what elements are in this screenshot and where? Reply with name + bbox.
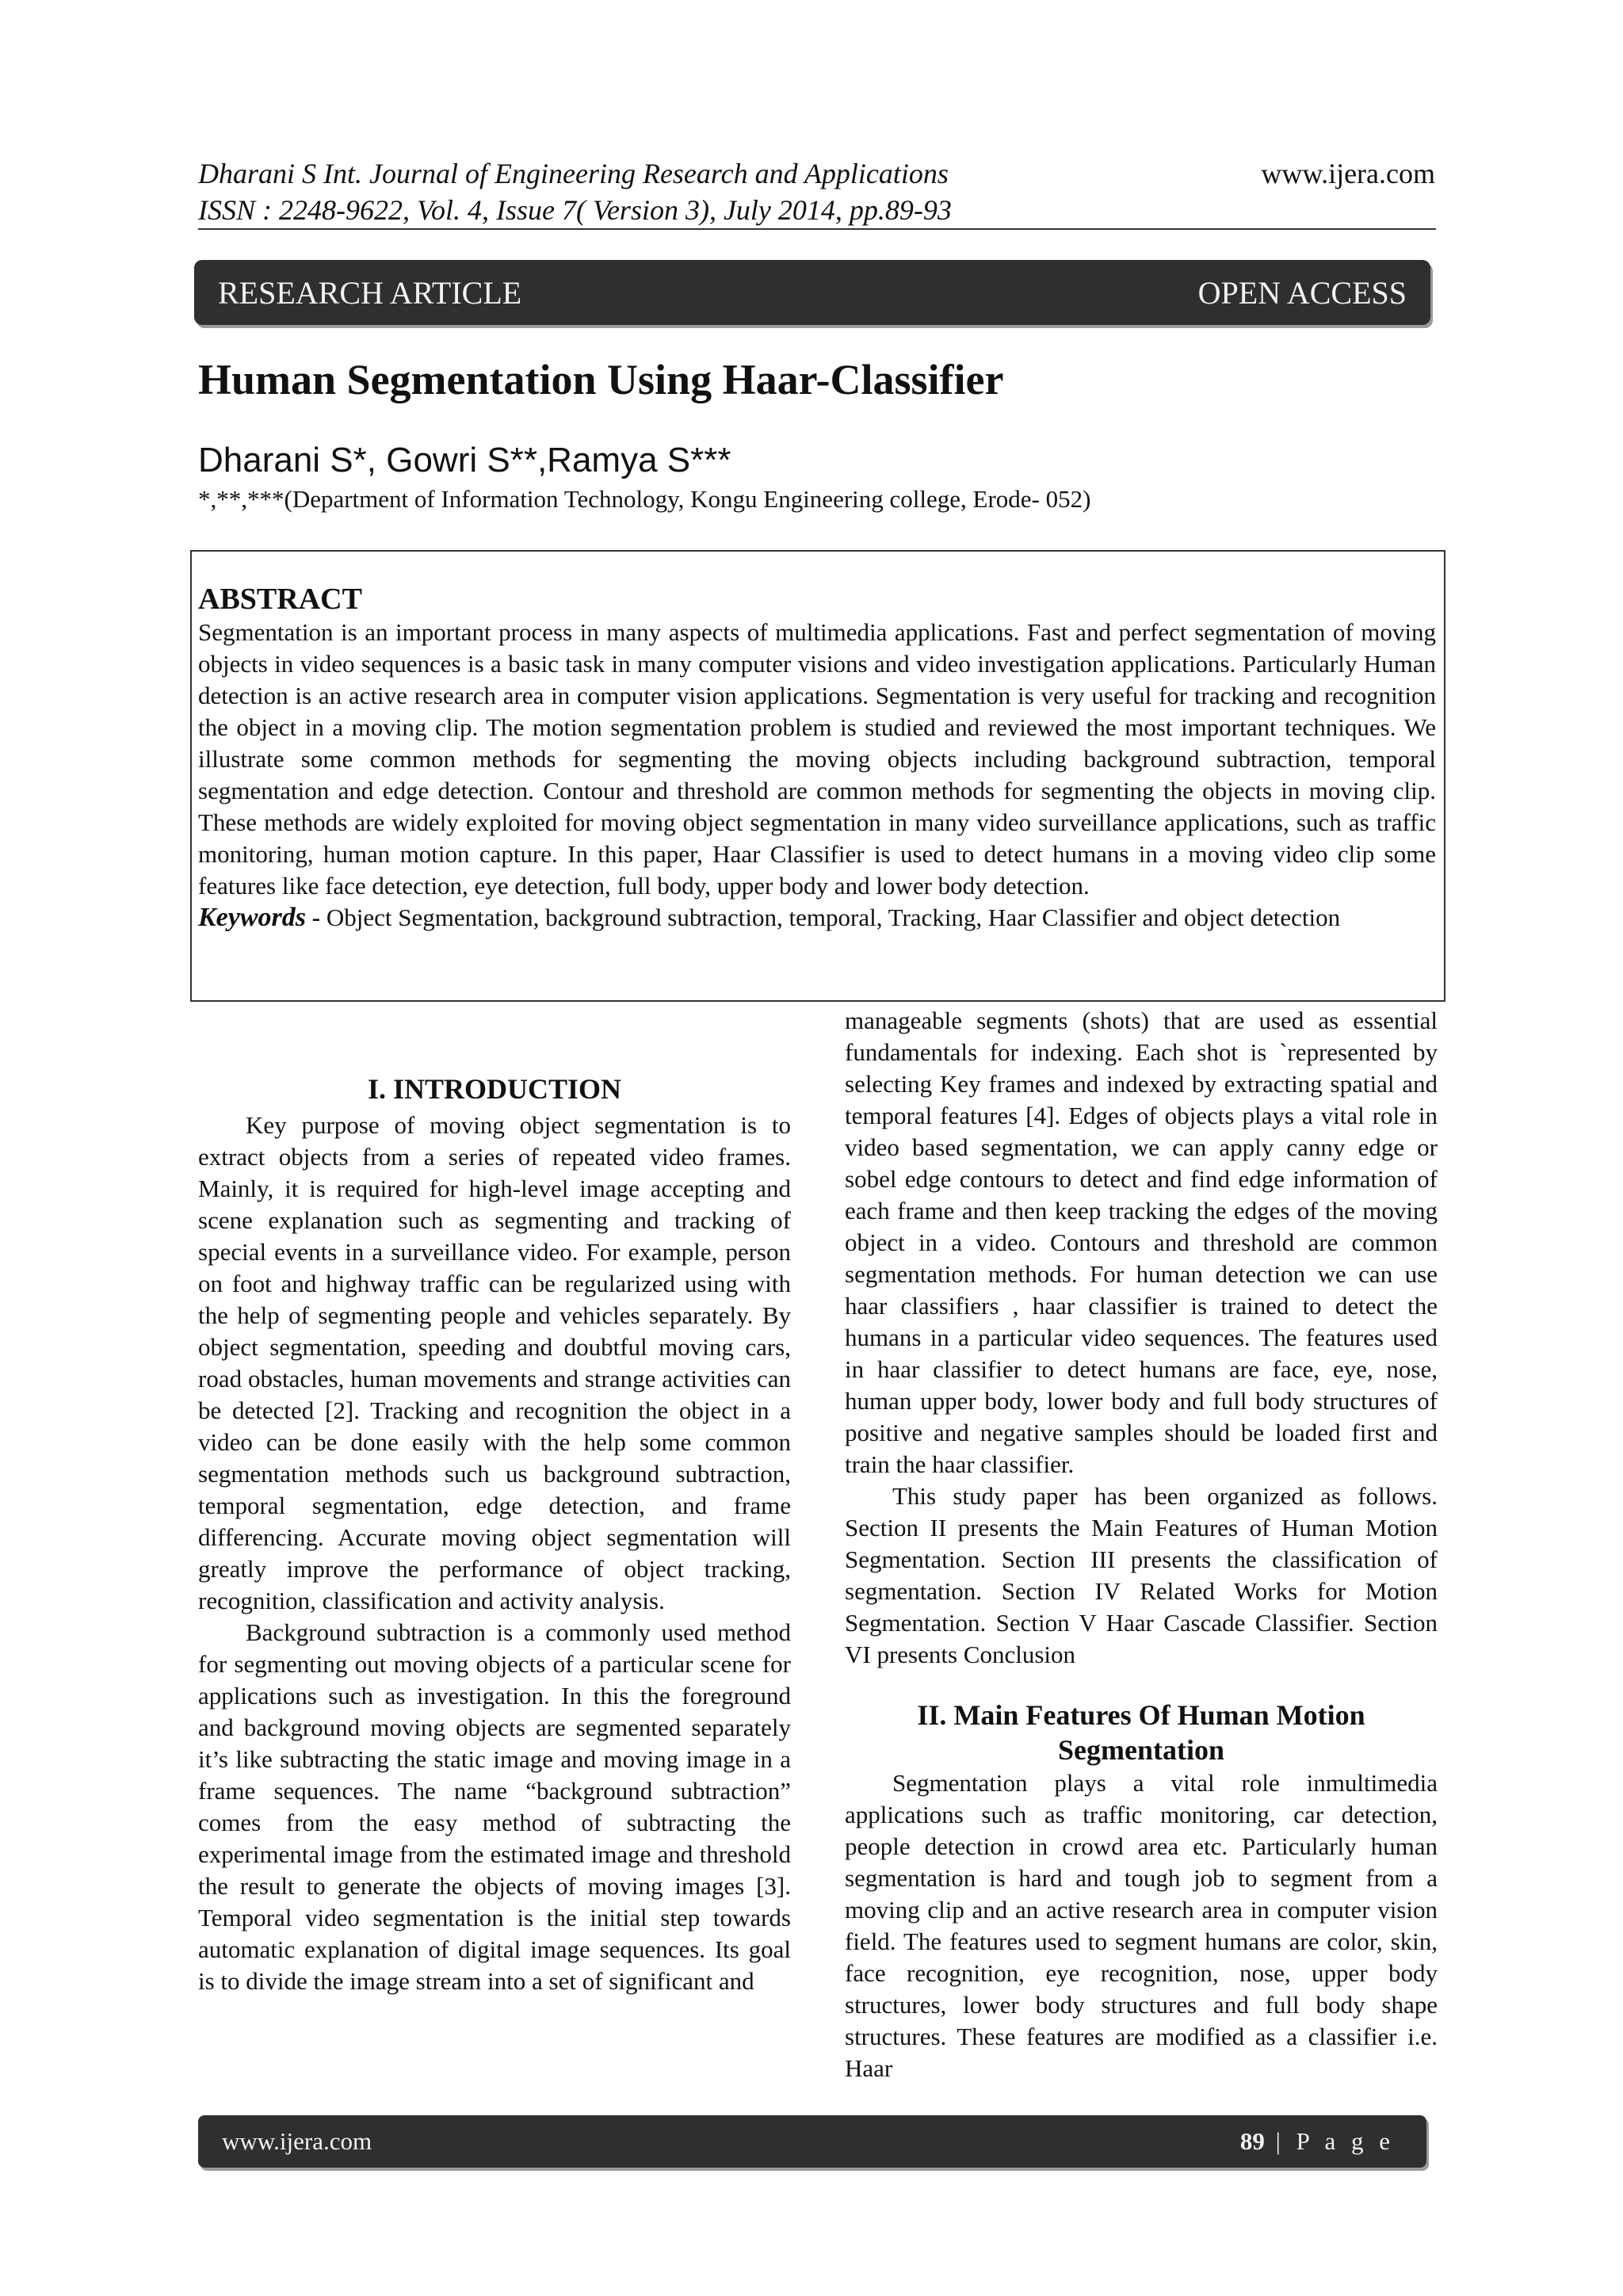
left-column [198,1072,791,1997]
article-type-banner [194,260,1430,325]
abstract-text: Segmentation is an important process in many aspects of multimedia applications. Fast and perfect segmentation of moving objects in video sequences is a basic task in many computer visions and video investigation applications. Particularly Human detection is an active research area in computer vision applications. Segmentation is very useful for tracking and recognition the object in a moving clip. The motion segmentation problem is studied and reviewed the most important techniques. We illustrate some common methods for segmenting the moving objects including background subtraction, temporal segmentation and edge detection. Contour and threshold are common methods for segmenting the objects in moving clip. These methods are widely exploited for moving object segmentation in many video surveillance applications, such as traffic monitoring, human motion capture. In this paper, Haar Classifier is used to detect humans in a moving video clip some features like face detection, eye detection, full body, upper body and lower body detection. [198,618,1436,900]
page-indicator [1240,2127,1395,2156]
keywords-text: Object Segmentation, background subtraction, temporal, Tracking, Haar Classifier and object detection [326,904,1341,931]
header-website-link[interactable]: www.ijera.com [1261,158,1435,189]
section-heading-main-features: II. Main Features Of Human Motion Segmentation [917,1699,1365,1766]
journal-line: Dharani S Int. Journal of Engineering Research and Applications [198,158,949,189]
intro-paragraph-2: Background subtraction is a commonly used method for segmenting out moving objects of a particular scene for applications such as investigation. In this the foreground and background moving objects are segmented separately it’s like subtracting the static image and moving image in a frame sequences. The name “background subtraction” comes from the easy method of subtracting the experimental image from the estimated image and threshold the result to generate the objects of moving images [3]. Temporal video segmentation is the initial step towards automatic explanation of digital image sequences. Its goal is to divide the image stream into a set of significant and [198,1618,791,1995]
research-article-label: RESEARCH ARTICLE [218,274,522,311]
page-label: | P a g e [1264,2127,1395,2155]
page-number: 89 [1239,2127,1265,2155]
intro-paragraph-continued: manageable segments (shots) that are used as essential fundamentals for indexing. Each shot is `represented by selecting Key frames and indexed by extracting spatial and temporal features [4]. Edges of objects plays a vital role in video based segmentation, we can apply canny edge or sobel edge contours to detect and find edge information of each frame and then keep tracking the edges of the moving object in a video. Contours and threshold are common segmentation methods. For human detection we can use haar classifiers , haar classifier is trained to detect the humans in a particular video sequences. The features used in haar classifier to detect humans are face, eye, nose, human upper body, lower body and full body structures of positive and negative samples should be loaded first and train the haar classifier. [845,1007,1438,1478]
open-access-label: OPEN ACCESS [1197,274,1407,311]
paper-title: Human Segmentation Using Haar-Classifier [198,356,1004,403]
main-features-paragraph: Segmentation plays a vital role inmultimedia applications such as traffic monitoring, car detection, people detection in crowd area etc. Particularly human segmentation is hard and tough job to segment from a moving clip and an active research area in computer vision field. The features used to segment humans are color, skin, face recognition, eye recognition, nose, upper body structures, lower body structures and full body shape structures. These features are modified as a classifier i.e. Haar [845,1769,1438,2082]
organization-paragraph: This study paper has been organized as follows. Section II presents the Main Features of Human Motion Segmentation. Section III presents the classification of segmentation. Section IV Related Works for Motion Segmentation. Section V Haar Cascade Classifier. Section VI presents Conclusion [845,1482,1438,1668]
author-list: Dharani S*, Gowri S**,Ramya S*** [198,441,731,479]
abstract-body [198,617,1436,934]
keywords-label: Keywords [198,903,306,932]
intro-paragraph-1: Key purpose of moving object segmentation is to extract objects from a series of repeated video frames. Mainly, it is required for high-level image accepting and scene explanation such as segmenting and tracking of special events in a surveillance video. For example, person on foot and highway traffic can be regularized using with the help of segmenting people and vehicles separately. By object segmentation, speeding and doubtful moving cars, road obstacles, human movements and strange activities can be detected [2]. Tracking and recognition the object in a video can be done easily with the help some common segmentation methods such us background subtraction, temporal segmentation, edge detection, and frame differencing. Accurate moving object segmentation will greatly improve the performance of object tracking, recognition, classification and activity analysis. [198,1111,791,1614]
issn-line: ISSN : 2248-9622, Vol. 4, Issue 7( Version 3), July 2014, pp.89-93 [198,194,952,226]
abstract-heading: ABSTRACT [198,583,362,616]
footer-website-link[interactable]: www.ijera.com [222,2127,372,2155]
running-header [198,155,952,228]
page-footer [198,2115,1426,2168]
section-heading-introduction: I. INTRODUCTION [367,1073,622,1105]
keywords-separator: - [306,904,327,931]
header-divider [198,228,1436,230]
right-column [845,1005,1438,2084]
affiliation: *,**,***(Department of Information Technology, Kongu Engineering college, Erode- 052) [198,485,1091,513]
